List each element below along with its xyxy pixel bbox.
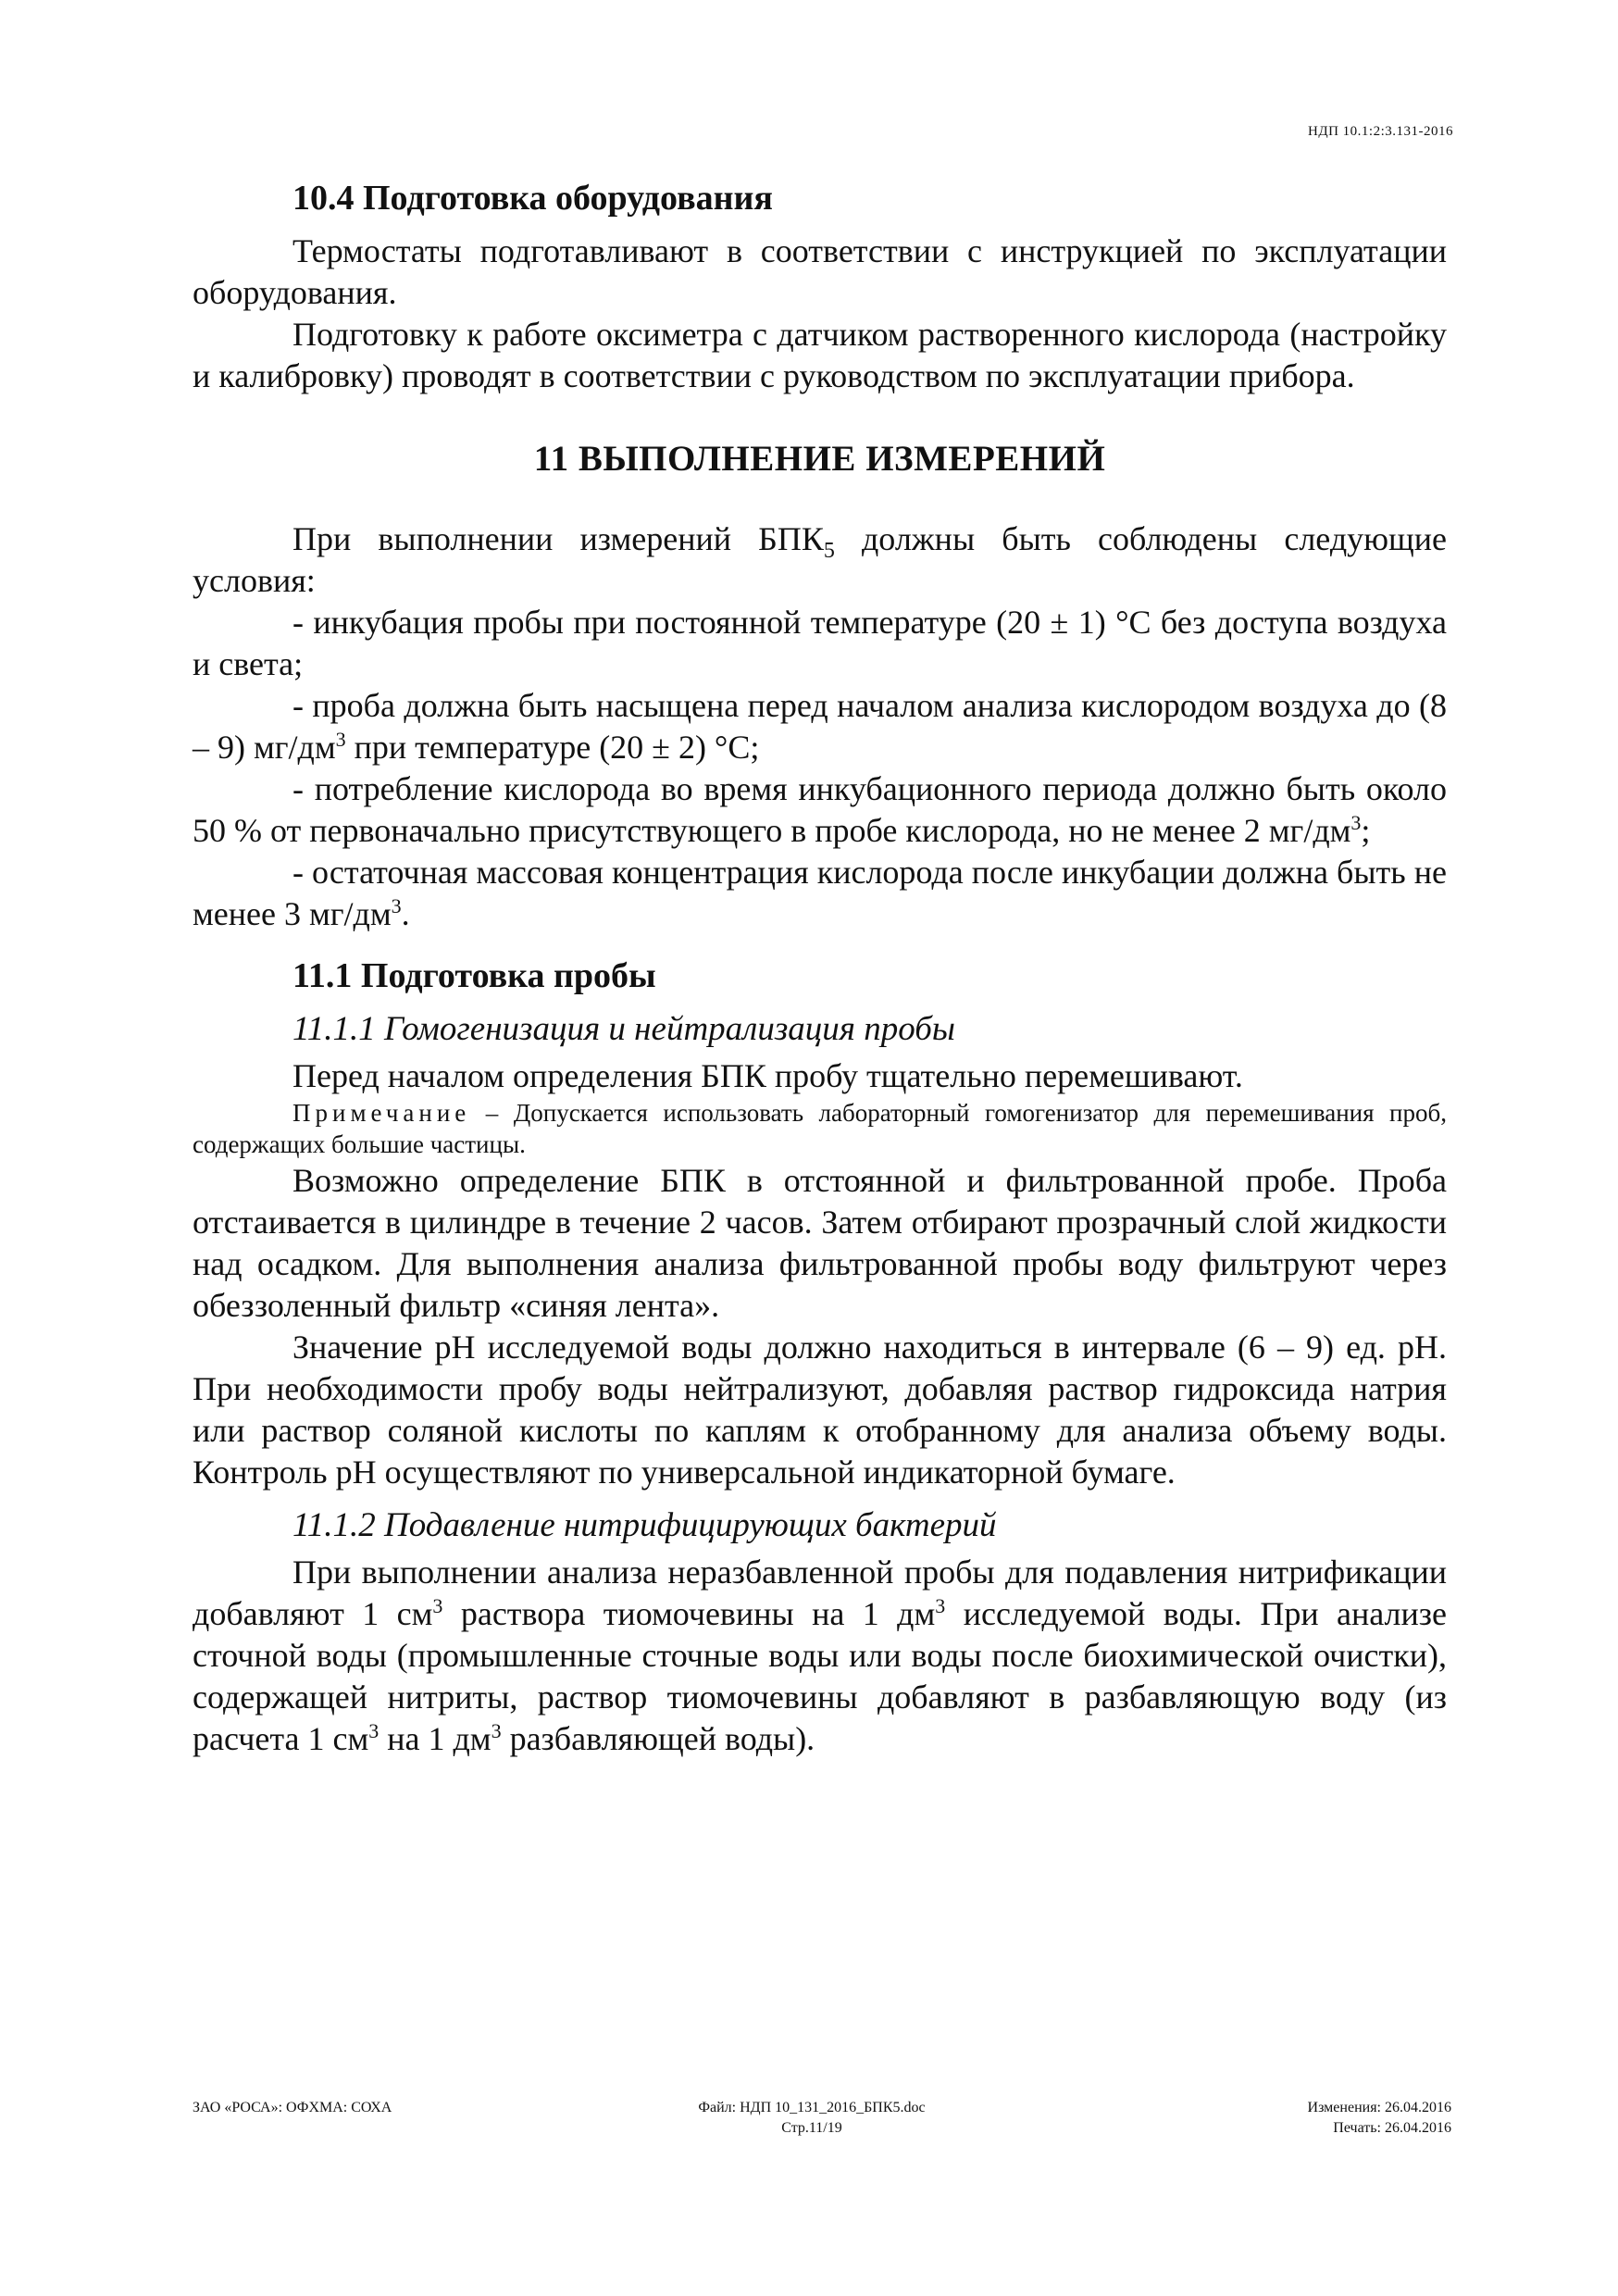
subsection-11-1-1-heading: 11.1.1 Гомогенизация и нейтрализация пробы bbox=[292, 1010, 955, 1048]
footer-file-info bbox=[659, 2098, 965, 2139]
note: Примечание – Допускается использовать лабораторный гомогенизатор для перемешивания проб, содержащих большие частицы. bbox=[193, 1099, 1447, 1158]
footer-dates bbox=[1308, 2098, 1451, 2139]
footer-changed-date: Изменения: 26.04.2016 bbox=[1307, 2100, 1451, 2115]
list-item: - инкубация пробы при постоянной температуре (20 ± 1) °С без доступа воздуха и света; bbox=[193, 604, 1447, 682]
footer-file: Файл: НДП 10_131_2016_БПК5.doc bbox=[698, 2100, 926, 2115]
paragraph: Возможно определение БПК в отстоянной и фильтрованной пробе. Проба отстаивается в цилиндре в течение 2 часов. Затем отбирают прозрачный слой жидкости над осадком. Для выполнения анализа фильтрованной пробы воду фильтруют через обеззоленный фильтр «синяя лента». bbox=[193, 1162, 1447, 1324]
paragraph: Термостаты подготавливают в соответствии с инструкцией по эксплуатации оборудования. bbox=[193, 232, 1447, 311]
document-body bbox=[193, 178, 1447, 1760]
list-item: - потребление кислорода во время инкубационного периода должно быть около 50 % от первоначально присутствующего в пробе кислорода, но не менее 2 $мг/дм^3$; bbox=[193, 770, 1447, 849]
list-item: - проба должна быть насыщена перед началом анализа кислородом воздуха до (8 – 9) $мг/дм^3$ при температуре (20 ± 2) °С; bbox=[193, 687, 1447, 766]
note-label: Примечание bbox=[292, 1099, 471, 1127]
paragraph: При выполнении анализа неразбавленной пробы для подавления нитрификации добавляют 1 $см^3$ раствора тиомочевины на 1 $дм^3$ исследуемой воды. При анализе сточной воды (промышленные сточные воды или воды после биохимической очистки), содержащей нитриты, раствор тиомочевины добавляют в разбавляющую воду (из расчета 1 $см^3$ на 1 $дм^3$ разбавляющей воды). bbox=[193, 1554, 1447, 1757]
document-code: НДП 10.1:2:3.131-2016 bbox=[1308, 124, 1453, 139]
paragraph: Перед началом определения БПК пробу тщательно перемешивают. bbox=[292, 1057, 1243, 1094]
paragraph: Значение pH исследуемой воды должно находиться в интервале (6 – 9) ед. pH. При необходимости пробу воды нейтрализуют, добавляя раствор гидроксида натрия или раствор соляной кислоты по каплям к отобранному для анализа объему воды. Контроль pH осуществляют по универсальной индикаторной бумаге. bbox=[193, 1329, 1447, 1491]
paragraph: Подготовку к работе оксиметра с датчиком растворенного кислорода (настройку и калибровку) проводят в соответствии с руководством по эксплуатации прибора. bbox=[193, 316, 1447, 394]
section-11-heading: 11 ВЫПОЛНЕНИЕ ИЗМЕРЕНИЙ bbox=[533, 439, 1106, 479]
paragraph: При выполнении измерений $БПК_5$ должны быть соблюдены следующие условия: bbox=[193, 520, 1447, 599]
section-11-1-heading: 11.1 Подготовка пробы bbox=[292, 956, 656, 995]
section-10-4-heading: 10.4 Подготовка оборудования bbox=[292, 179, 773, 218]
footer-print-date: Печать: 26.04.2016 bbox=[1333, 2120, 1451, 2136]
subsection-11-1-2-heading: 11.1.2 Подавление нитрифицирующих бактерий bbox=[292, 1506, 997, 1544]
footer-page-number: Стр.11/19 bbox=[781, 2120, 842, 2136]
list-item: - остаточная массовая концентрация кислорода после инкубации должна быть не менее 3 $мг/дм^3$. bbox=[193, 854, 1447, 932]
footer-organization: ЗАО «РОСА»: ОФХМА: СОХА bbox=[193, 2100, 392, 2115]
